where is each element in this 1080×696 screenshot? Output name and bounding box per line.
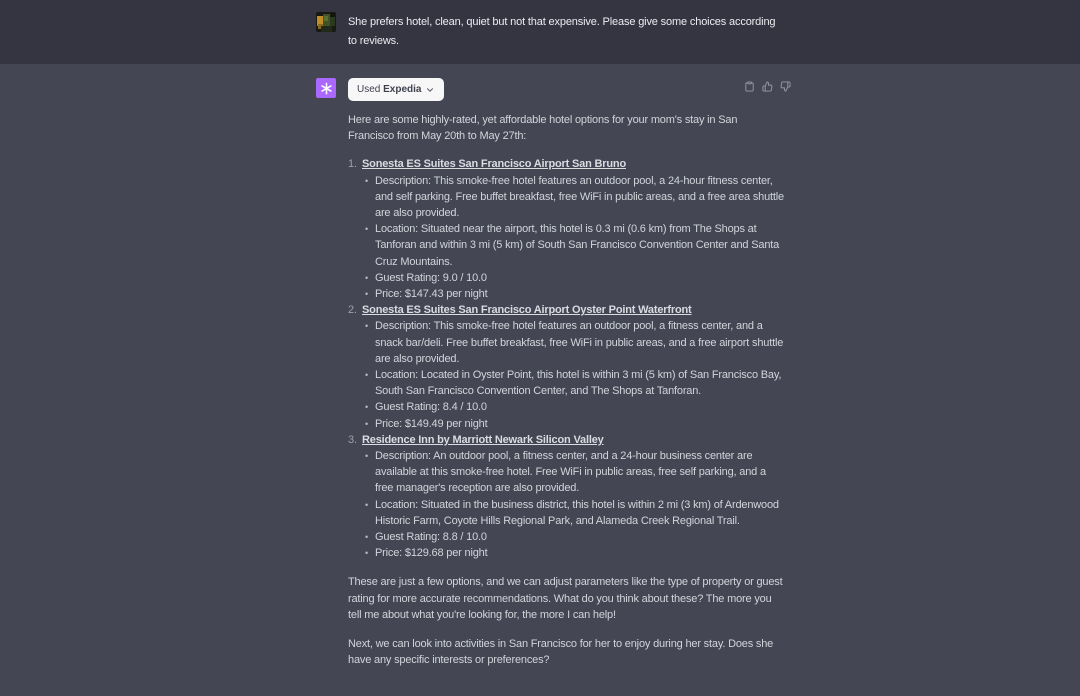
assistant-message-header	[348, 78, 791, 101]
thumbs-down-button[interactable]	[780, 81, 791, 92]
hotel-2-details	[362, 318, 786, 431]
hotel-3-guest-rating: • Guest Rating: 8.8 / 10.0	[375, 529, 786, 545]
assistant-intro: Here are some highly-rated, yet affordable hotel options for your mom's stay in San Francisco from May 20th to May 27th:	[348, 114, 738, 143]
hotel-1-price: • Price: $147.43 per night	[375, 286, 786, 302]
assistant-message-row	[0, 64, 1080, 696]
hotel-2-location: • Location: Located in Oyster Point, this hotel is within 3 mi (5 km) of San Francisco Bay, South San Francisco Convention Center, and The Shops at Tanforan.	[375, 367, 786, 399]
hotel-1-guest-rating: • Guest Rating: 9.0 / 10.0	[375, 270, 786, 286]
hotel-item-3	[362, 432, 786, 562]
hotel-item-1	[362, 156, 786, 302]
plugin-button-label: Used Expedia	[357, 84, 422, 95]
user-avatar	[316, 12, 336, 32]
hotel-1-description: • Description: This smoke-free hotel features an outdoor pool, a 24-hour fitness center, and self parking. Free buffet breakfast, free WiFi in public areas, and a free area shuttle are also provided.	[375, 173, 786, 222]
copy-button[interactable]	[744, 81, 755, 92]
used-plugin-button[interactable]	[348, 78, 444, 101]
hotel-link-1[interactable]: Sonesta ES Suites San Francisco Airport San Bruno	[362, 158, 626, 171]
thumbs-down-icon	[780, 81, 791, 92]
user-avatar-image	[316, 12, 336, 32]
hotel-3-description: • Description: An outdoor pool, a fitness center, and a 24-hour business center are available at this smoke-free hotel. Free WiFi in public areas, free self parking, and a free manager's reception are also provided.	[375, 448, 786, 497]
hotel-3-details	[362, 448, 786, 561]
assistant-message-body	[348, 112, 786, 669]
user-message-row	[0, 0, 1080, 64]
thumbs-up-icon	[762, 81, 773, 92]
assistant-avatar	[316, 78, 336, 98]
copy-icon	[744, 81, 755, 92]
openai-logo-icon	[319, 81, 334, 96]
hotel-1-details	[362, 173, 786, 303]
hotel-link-3[interactable]: Residence Inn by Marriott Newark Silicon Valley	[362, 433, 604, 446]
hotel-3-location: • Location: Situated in the business district, this hotel is within 2 mi (3 km) of Ardenwood Historic Farm, Coyote Hills Regional Park, and Alameda Creek Regional Trail.	[375, 497, 786, 529]
closing-paragraph-1: These are just a few options, and we can adjust parameters like the type of property or guest rating for more accurate recommendations. What do you think about these? The more you tell me about what you're looking for, the more I can help!	[348, 576, 783, 621]
hotel-2-description: • Description: This smoke-free hotel features an outdoor pool, a fitness center, and a snack bar/deli. Free buffet breakfast, free WiFi in public areas, and a free airport shuttle are also provided.	[375, 318, 786, 367]
chevron-down-icon	[425, 85, 435, 95]
closing-paragraph-2: Next, we can look into activities in San Francisco for her to enjoy during her stay. Does she have any specific interests or preferences?	[348, 638, 774, 667]
message-actions	[744, 81, 791, 92]
hotel-1-location: • Location: Situated near the airport, this hotel is 0.3 mi (0.6 km) from The Shops at Tanforan and within 3 mi (5 km) of South San Francisco Convention Center and Santa Cruz Mountains.	[375, 221, 786, 270]
hotel-3-price: • Price: $129.68 per night	[375, 545, 786, 561]
hotel-2-price: • Price: $149.49 per night	[375, 416, 786, 432]
hotel-item-2	[362, 302, 786, 432]
hotel-list	[348, 156, 786, 561]
hotel-link-2[interactable]: Sonesta ES Suites San Francisco Airport Oyster Point Waterfront	[362, 304, 692, 317]
user-message-text: She prefers hotel, clean, quiet but not that expensive. Please give some choices according to reviews.	[348, 16, 776, 47]
thumbs-up-button[interactable]	[762, 81, 773, 92]
hotel-2-guest-rating: • Guest Rating: 8.4 / 10.0	[375, 399, 786, 415]
